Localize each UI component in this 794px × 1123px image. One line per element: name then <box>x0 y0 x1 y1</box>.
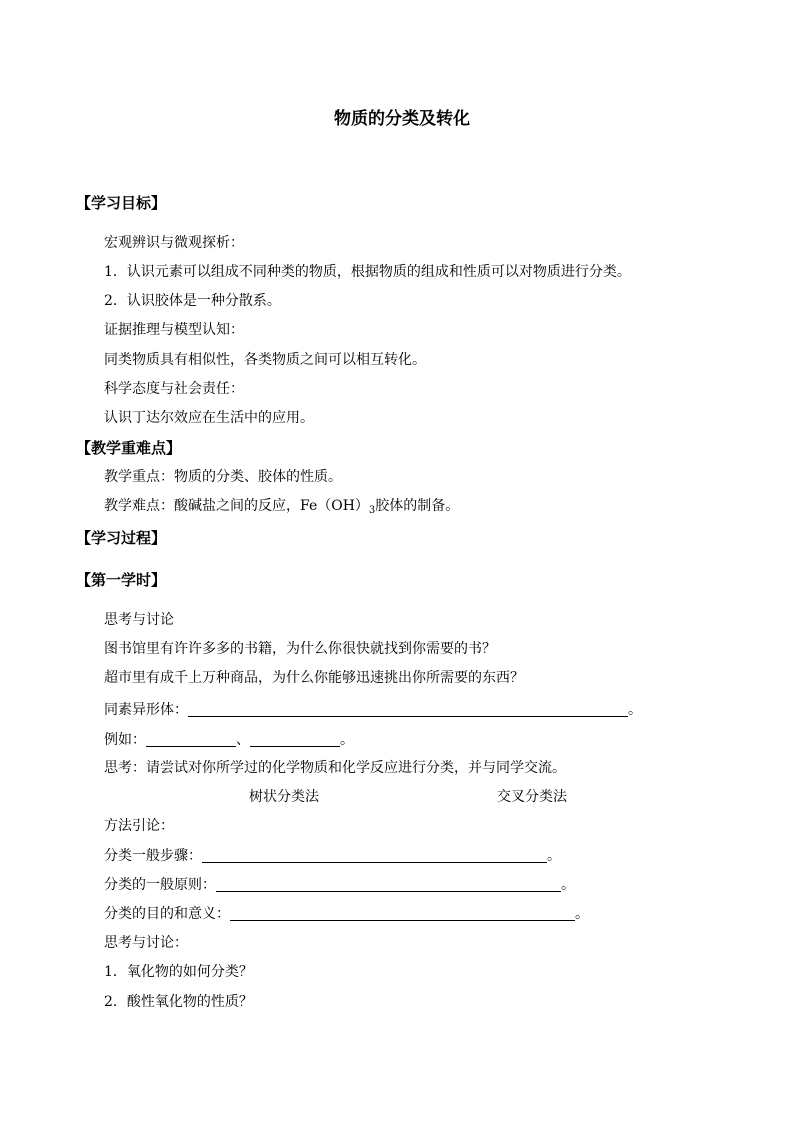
purpose-blank[interactable] <box>230 906 575 921</box>
question-acidic-oxide: 2．酸性氧化物的性质？ <box>104 994 253 1010</box>
objective-line: 2．认识胶体是一种分散系。 <box>104 293 281 309</box>
period: 。 <box>575 906 589 922</box>
objective-line: 同类物质具有相似性，各类物质之间可以相互转化。 <box>104 352 426 368</box>
think-discuss-label-2: 思考与讨论： <box>104 935 188 951</box>
teaching-focus: 教学重点：物质的分类、胶体的性质。 <box>104 469 342 485</box>
example-blank-1[interactable] <box>146 732 236 747</box>
objective-line: 科学态度与社会责任： <box>104 381 244 397</box>
subscript-3: 3 <box>368 505 376 516</box>
objective-line: 证据推理与模型认知： <box>104 322 244 338</box>
example-separator: 、 <box>236 732 250 748</box>
example-label: 例如： <box>104 732 146 748</box>
allotrope-line <box>104 701 642 719</box>
think-discuss-label: 思考与讨论 <box>104 612 174 628</box>
difficulty-suffix: 胶体的制备。 <box>375 498 460 514</box>
question-library: 图书馆里有许许多多的书籍，为什么你很快就找到你需要的书？ <box>104 641 496 657</box>
allotrope-label: 同素异形体： <box>104 702 188 718</box>
objective-line: 宏观辨识与微观探析： <box>104 235 244 251</box>
section-heading-key-points: 【教学重难点】 <box>76 439 182 457</box>
section-heading-lesson1: 【第一学时】 <box>76 571 167 589</box>
page-title: 物质的分类及转化 <box>334 109 470 129</box>
period: 。 <box>547 848 561 864</box>
question-supermarket: 超市里有成千上万种商品，为什么你能够迅速挑出你所需要的东西？ <box>104 670 524 686</box>
period: 。 <box>628 702 642 718</box>
allotrope-blank[interactable] <box>188 702 628 717</box>
steps-label: 分类一般步骤： <box>104 848 202 864</box>
period: 。 <box>340 732 354 748</box>
example-line <box>104 731 354 749</box>
steps-line <box>104 847 561 865</box>
think-prompt: 思考：请尝试对你所学过的化学物质和化学反应进行分类，并与同学交流。 <box>104 760 566 776</box>
teaching-difficulty <box>104 497 459 515</box>
purpose-label: 分类的目的和意义： <box>104 906 230 922</box>
purpose-line <box>104 905 589 923</box>
principle-blank[interactable] <box>216 877 561 892</box>
method-intro: 方法引论： <box>104 818 174 834</box>
principle-label: 分类的一般原则： <box>104 877 216 893</box>
difficulty-prefix: 教学难点：酸碱盐之间的反应，Fe（OH） <box>104 498 369 514</box>
example-blank-2[interactable] <box>250 732 340 747</box>
method-tree-label: 树状分类法 <box>249 789 319 805</box>
principle-line <box>104 876 575 894</box>
period: 。 <box>561 877 575 893</box>
steps-blank[interactable] <box>202 848 547 863</box>
section-heading-objectives: 【学习目标】 <box>76 194 167 212</box>
section-heading-process: 【学习过程】 <box>76 529 167 547</box>
method-cross-label: 交叉分类法 <box>497 789 567 805</box>
question-oxide-classification: 1．氧化物的如何分类？ <box>104 964 253 980</box>
objective-line: 1．认识元素可以组成不同种类的物质，根据物质的组成和性质可以对物质进行分类。 <box>104 264 631 280</box>
objective-line: 认识丁达尔效应在生活中的应用。 <box>104 410 314 426</box>
